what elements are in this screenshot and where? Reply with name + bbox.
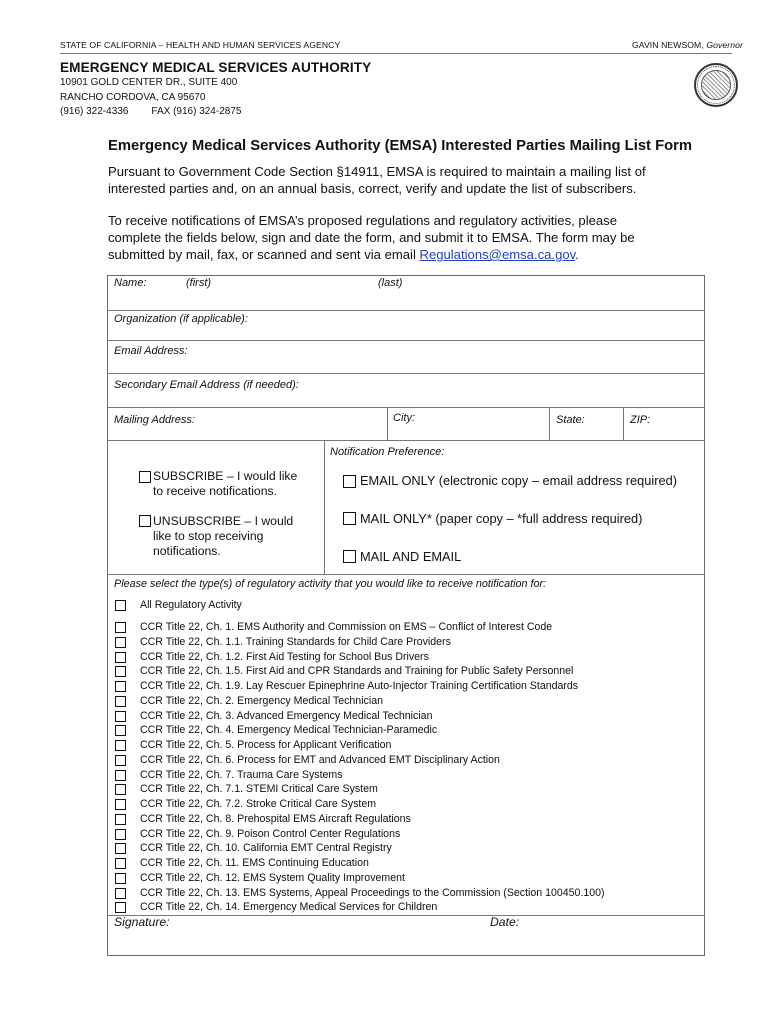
mailing-address-field[interactable]: Mailing Address:	[114, 414, 195, 426]
regulatory-item-label: CCR Title 22, Ch. 6. Process for EMT and Advanced EMT Disciplinary Action	[140, 753, 500, 766]
regulatory-item-label: CCR Title 22, Ch. 1. EMS Authority and Commission on EMS – Conflict of Interest Code	[140, 621, 553, 633]
email-field[interactable]: Email Address:	[114, 345, 188, 357]
regulatory-item-checkbox[interactable]	[115, 799, 126, 810]
form-title: Emergency Medical Services Authority (EMSA) Interested Parties Mailing List Form	[108, 138, 693, 154]
governor-line	[632, 40, 743, 50]
regulatory-prompt: Please select the type(s) of regulatory activity that you would like to receive notification for:	[114, 578, 547, 590]
state-agency-header: STATE OF CALIFORNIA – HEALTH AND HUMAN SERVICES AGENCY	[60, 40, 341, 50]
row-divider	[107, 373, 705, 374]
intro-paragraph-1	[108, 163, 708, 197]
email-link[interactable]: Regulations@emsa.ca.gov	[419, 247, 576, 262]
regulatory-item-label: CCR Title 22, Ch. 5. Process for Applicant Verification	[140, 739, 392, 751]
intro-p2-line1: To receive notifications of EMSA’s proposed regulations and regulatory activities, please	[108, 213, 617, 228]
all-regulatory-label: All Regulatory Activity	[140, 599, 242, 611]
intro-p1-line1: Pursuant to Government Code Section §14911, EMSA is required to maintain a mailing list of	[108, 164, 646, 179]
regulatory-item-checkbox[interactable]	[115, 843, 126, 854]
regulatory-item-checkbox[interactable]	[115, 681, 126, 692]
fax-number: FAX (916) 324-2875	[151, 106, 242, 117]
subscribe-text-1: SUBSCRIBE – I would like	[153, 469, 298, 483]
intro-p2-line2: complete the fields below, sign and date the form, and submit it to EMSA. The form may be	[108, 230, 635, 245]
subscribe-label	[153, 469, 297, 499]
state-divider	[549, 407, 550, 440]
regulatory-item-checkbox[interactable]	[115, 829, 126, 840]
regulatory-item-label: CCR Title 22, Ch. 1.2. First Aid Testing for School Bus Drivers	[140, 650, 429, 663]
regulatory-item-label: CCR Title 22, Ch. 1.9. Lay Rescuer Epinephrine Auto-Injector Training Certification Standards	[140, 680, 579, 692]
signature-field[interactable]: Signature:	[114, 915, 170, 929]
regulatory-item-checkbox[interactable]	[115, 637, 126, 648]
state-seal-icon	[694, 63, 738, 107]
row-divider	[107, 915, 705, 916]
regulatory-item-label: CCR Title 22, Ch. 12. EMS System Quality Improvement	[140, 871, 405, 884]
email-only-checkbox[interactable]	[343, 475, 356, 488]
address-line-1: 10901 GOLD CENTER DR., SUITE 400	[60, 77, 238, 88]
regulatory-item-checkbox[interactable]	[115, 858, 126, 869]
regulatory-item-checkbox[interactable]	[115, 666, 126, 677]
zip-divider	[623, 407, 624, 440]
regulatory-item-label: CCR Title 22, Ch. 7. Trauma Care Systems	[140, 768, 343, 781]
last-name-field[interactable]: (last)	[378, 277, 403, 289]
unsubscribe-label	[153, 514, 293, 559]
regulatory-item-checkbox[interactable]	[115, 652, 126, 663]
regulatory-item-checkbox[interactable]	[115, 711, 126, 722]
row-divider	[107, 440, 705, 441]
state-field[interactable]: State:	[556, 414, 585, 426]
regulatory-item-checkbox[interactable]	[115, 888, 126, 899]
regulatory-item-checkbox[interactable]	[115, 814, 126, 825]
name-label: Name:	[114, 277, 147, 289]
intro-p1-line2: interested parties and, on an annual basis, correct, verify and update the list of subscribers.	[108, 181, 637, 196]
unsubscribe-text-2: like to stop receiving	[153, 529, 264, 543]
agency-name: EMERGENCY MEDICAL SERVICES AUTHORITY	[60, 60, 372, 75]
header-rule	[60, 53, 732, 54]
organization-field[interactable]: Organization (if applicable):	[114, 313, 248, 325]
date-field[interactable]: Date:	[490, 915, 520, 929]
intro-p2-line3	[108, 246, 708, 263]
regulatory-item-label: CCR Title 22, Ch. 13. EMS Systems, Appeal Proceedings to the Commission (Section 100450.100)	[140, 886, 605, 899]
regulatory-item-checkbox[interactable]	[115, 770, 126, 781]
mail-and-email-checkbox[interactable]	[343, 550, 356, 563]
address-line-2: RANCHO CORDOVA, CA 95670	[60, 91, 206, 103]
regulatory-item-label: CCR Title 22, Ch. 2. Emergency Medical Technician	[140, 694, 383, 707]
regulatory-item-checkbox[interactable]	[115, 622, 126, 633]
intro-p2-period: .	[575, 247, 579, 262]
phone-number: (916) 322-4336	[60, 106, 129, 117]
regulatory-item-label: CCR Title 22, Ch. 7.1. STEMI Critical Care System	[140, 783, 378, 796]
mail-and-email-label: MAIL AND EMAIL	[360, 549, 462, 564]
regulatory-item-checkbox[interactable]	[115, 725, 126, 736]
preference-divider	[324, 440, 325, 574]
regulatory-item-label: CCR Title 22, Ch. 11. EMS Continuing Education	[140, 857, 369, 869]
secondary-email-field[interactable]: Secondary Email Address (if needed):	[114, 379, 299, 391]
mail-only-checkbox[interactable]	[343, 512, 356, 525]
regulatory-item-checkbox[interactable]	[115, 873, 126, 884]
intro-p2-line3-text: submitted by mail, fax, or scanned and sent via email	[108, 247, 420, 262]
mail-only-label: MAIL ONLY* (paper copy – *full address required)	[360, 511, 643, 526]
all-regulatory-checkbox[interactable]	[115, 600, 126, 611]
regulatory-item-checkbox[interactable]	[115, 902, 126, 913]
regulatory-item-label: CCR Title 22, Ch. 10. California EMT Central Registry	[140, 842, 392, 855]
city-divider	[387, 407, 388, 440]
phone-fax-line	[60, 105, 241, 120]
row-divider	[107, 407, 705, 408]
regulatory-item-label: CCR Title 22, Ch. 7.2. Stroke Critical Care System	[140, 798, 377, 810]
row-divider	[107, 574, 705, 575]
regulatory-item-label: CCR Title 22, Ch. 8. Prehospital EMS Aircraft Regulations	[140, 812, 411, 825]
row-divider	[107, 310, 705, 311]
unsubscribe-checkbox[interactable]	[139, 515, 151, 527]
unsubscribe-text-3: notifications.	[153, 544, 221, 558]
zip-field[interactable]: ZIP:	[630, 414, 651, 426]
governor-name: GAVIN NEWSOM,	[632, 40, 704, 50]
first-name-field[interactable]: (first)	[186, 277, 212, 289]
unsubscribe-text-1: UNSUBSCRIBE – I would	[153, 514, 294, 528]
regulatory-item-label: CCR Title 22, Ch. 3. Advanced Emergency Medical Technician	[140, 709, 433, 722]
regulatory-item-label: CCR Title 22, Ch. 14. Emergency Medical Services for Children	[140, 901, 438, 914]
intro-paragraph-2	[108, 212, 708, 263]
subscribe-checkbox[interactable]	[139, 471, 151, 483]
subscribe-text-2: to receive notifications.	[153, 484, 277, 498]
notification-preference-label: Notification Preference:	[330, 446, 445, 458]
regulatory-item-label: CCR Title 22, Ch. 1.5. First Aid and CPR Standards and Training for Public Safety Personnel	[140, 665, 574, 678]
regulatory-item-checkbox[interactable]	[115, 740, 126, 751]
regulatory-item-checkbox[interactable]	[115, 755, 126, 766]
email-only-label: EMAIL ONLY (electronic copy – email address required)	[360, 473, 677, 488]
regulatory-item-label: CCR Title 22, Ch. 4. Emergency Medical Technician-Paramedic	[140, 724, 438, 737]
governor-title: Governor	[706, 40, 743, 50]
regulatory-item-checkbox[interactable]	[115, 784, 126, 795]
regulatory-item-checkbox[interactable]	[115, 696, 126, 707]
row-divider	[107, 340, 705, 341]
regulatory-item-label: CCR Title 22, Ch. 9. Poison Control Center Regulations	[140, 827, 401, 840]
city-field[interactable]: City:	[393, 412, 415, 424]
agency-address	[60, 76, 241, 120]
regulatory-item-label: CCR Title 22, Ch. 1.1. Training Standards for Child Care Providers	[140, 635, 451, 648]
